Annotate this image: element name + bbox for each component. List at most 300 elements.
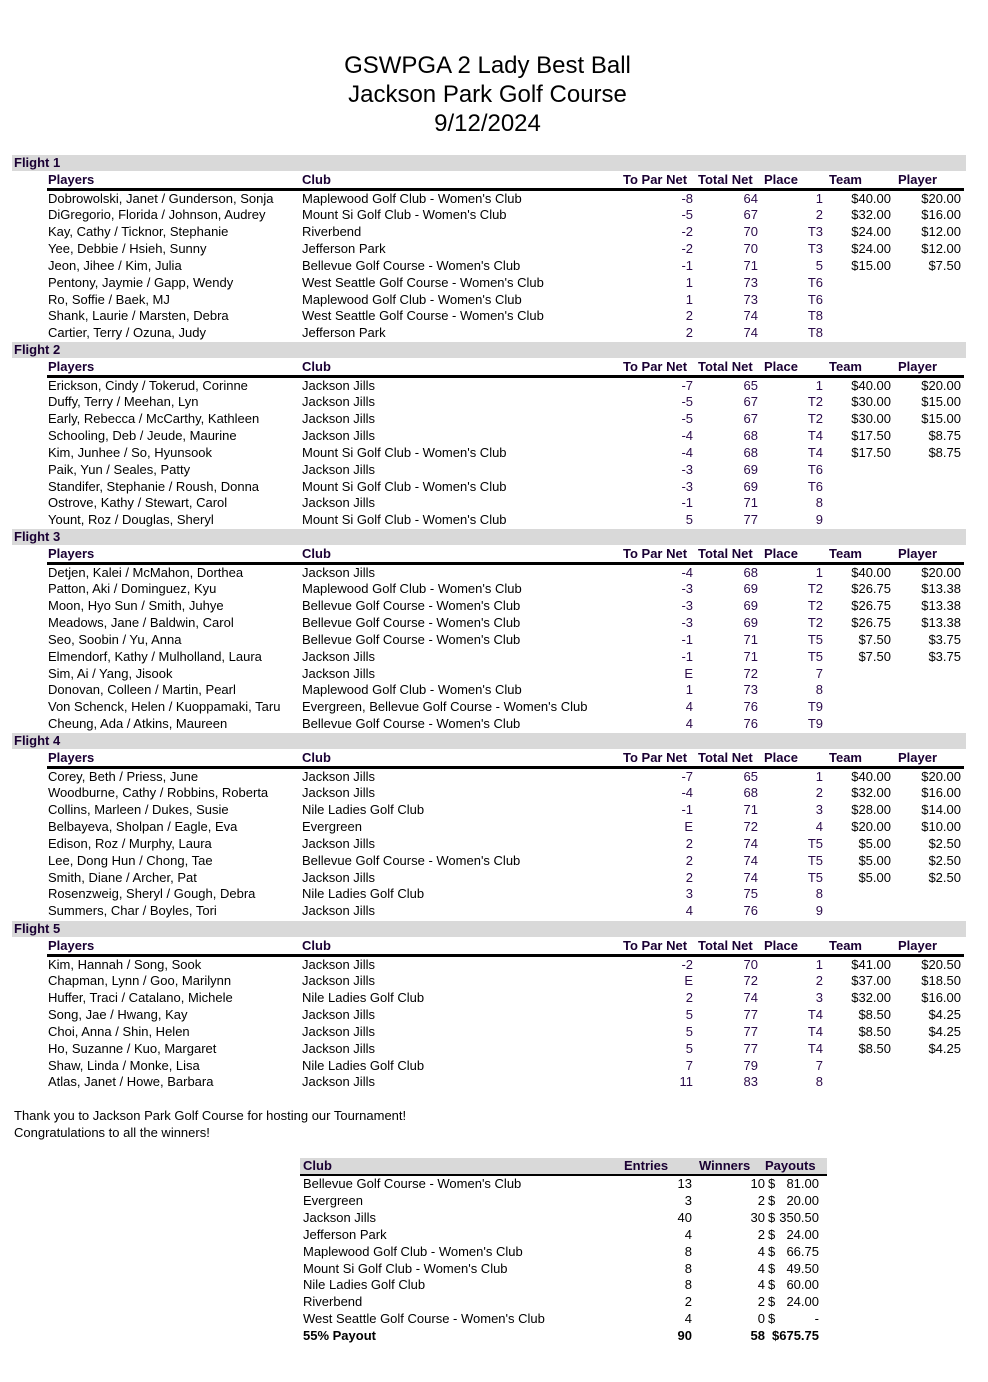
table-row <box>47 494 964 511</box>
club-header: Club <box>302 938 331 953</box>
team-payout-cell: $26.75 <box>851 598 891 614</box>
table-row <box>47 768 964 785</box>
table-row <box>47 427 964 444</box>
players-header: Players <box>48 938 95 953</box>
total-net-cell: 72 <box>743 819 758 835</box>
team-payout-cell: $30.00 <box>851 411 891 427</box>
place-cell: T4 <box>807 1023 823 1039</box>
player-payout-cell: $4.25 <box>928 1040 961 1056</box>
place-cell: 8 <box>815 886 823 902</box>
place-cell: 1 <box>815 377 823 393</box>
team-payout-cell: $37.00 <box>851 973 891 989</box>
players-cell: Von Schenck, Helen / Kuoppamaki, Taru <box>48 699 281 715</box>
to-par-cell: -5 <box>681 207 693 223</box>
players-cell: Yee, Debbie / Hsieh, Sunny <box>48 241 207 257</box>
summary-winners-cell: 2 <box>757 1294 765 1310</box>
place-cell: T5 <box>807 631 823 647</box>
flight-header: Flight 3 <box>12 529 966 545</box>
club-cell: Maplewood Golf Club - Women's Club <box>302 190 522 206</box>
players-header: Players <box>48 172 95 187</box>
flight-header: Flight 2 <box>12 342 966 358</box>
total-net-cell: 77 <box>743 1007 758 1023</box>
table-row <box>47 597 964 614</box>
players-cell: Kim, Hannah / Song, Sook <box>48 956 202 972</box>
summary-amount-cell: 60.00 <box>786 1277 819 1293</box>
total-net-header: Total Net <box>698 938 753 953</box>
table-row <box>47 885 964 902</box>
team-payout-cell: $17.50 <box>851 428 891 444</box>
summary-entries-cell: 8 <box>684 1277 692 1293</box>
players-cell: Cartier, Terry / Ozuna, Judy <box>48 325 206 341</box>
table-row <box>47 307 964 324</box>
players-cell: Yount, Roz / Douglas, Sheryl <box>48 512 214 528</box>
summary-header <box>300 1158 827 1176</box>
to-par-cell: -4 <box>681 564 693 580</box>
to-par-cell: -5 <box>681 394 693 410</box>
place-header: Place <box>764 750 798 765</box>
total-net-cell: 65 <box>743 377 758 393</box>
place-header: Place <box>764 359 798 374</box>
club-cell: Jackson Jills <box>302 428 375 444</box>
table-row <box>47 190 964 207</box>
table-row <box>47 665 964 682</box>
to-par-cell: -2 <box>681 956 693 972</box>
summary-amount-cell: 66.75 <box>786 1243 819 1259</box>
summary-currency-cell: $ <box>768 1192 776 1208</box>
total-net-cell: 77 <box>743 1040 758 1056</box>
players-cell: Kay, Cathy / Ticknor, Stephanie <box>48 224 229 240</box>
place-cell: T2 <box>807 411 823 427</box>
club-cell: Jackson Jills <box>302 564 375 580</box>
players-cell: Detjen, Kalei / McMahon, Dorthea <box>48 564 244 580</box>
place-cell: 3 <box>815 802 823 818</box>
player-payout-cell: $18.50 <box>921 973 961 989</box>
place-cell: T3 <box>807 224 823 240</box>
place-cell: 5 <box>815 257 823 273</box>
team-header: Team <box>829 546 862 561</box>
player-payout-cell: $4.25 <box>928 1007 961 1023</box>
team-payout-cell: $7.50 <box>858 648 891 664</box>
player-payout-cell: $20.00 <box>921 768 961 784</box>
table-row <box>47 511 964 528</box>
team-payout-cell: $24.00 <box>851 241 891 257</box>
club-cell: Jefferson Park <box>302 325 386 341</box>
summary-row <box>300 1192 827 1209</box>
summary-row <box>300 1209 827 1226</box>
table-row <box>47 698 964 715</box>
place-cell: T9 <box>807 699 823 715</box>
place-cell: T5 <box>807 648 823 664</box>
players-cell: Meadows, Jane / Baldwin, Carol <box>48 615 234 631</box>
players-cell: Donovan, Colleen / Martin, Pearl <box>48 682 236 698</box>
players-cell: Belbayeva, Sholpan / Eagle, Eva <box>48 819 238 835</box>
players-cell: Moon, Hyo Sun / Smith, Juhye <box>48 598 224 614</box>
team-payout-cell: $30.00 <box>851 394 891 410</box>
total-net-cell: 70 <box>743 224 758 240</box>
players-cell: Schooling, Deb / Jeude, Maurine <box>48 428 237 444</box>
table-row <box>47 989 964 1006</box>
club-cell: Nile Ladies Golf Club <box>302 886 425 902</box>
team-payout-cell: $8.50 <box>858 1040 891 1056</box>
team-payout-cell: $5.00 <box>858 835 891 851</box>
team-payout-cell: $40.00 <box>851 377 891 393</box>
summary-entries-cell: 4 <box>684 1311 692 1327</box>
total-net-header: Total Net <box>698 750 753 765</box>
place-cell: T4 <box>807 1040 823 1056</box>
place-cell: 9 <box>815 512 823 528</box>
players-cell: Shank, Laurie / Marsten, Debra <box>48 308 229 324</box>
player-payout-cell: $2.50 <box>928 835 961 851</box>
column-header-row <box>47 171 964 191</box>
to-par-cell: E <box>684 665 693 681</box>
team-payout-cell: $5.00 <box>858 852 891 868</box>
players-cell: Elmendorf, Kathy / Mulholland, Laura <box>48 648 262 664</box>
total-net-cell: 74 <box>743 869 758 885</box>
players-cell: Sim, Ai / Yang, Jisook <box>48 665 173 681</box>
player-payout-cell: $2.50 <box>928 852 961 868</box>
to-par-cell: -2 <box>681 241 693 257</box>
club-cell: Mount Si Golf Club - Women's Club <box>302 444 507 460</box>
player-payout-cell: $16.00 <box>921 207 961 223</box>
total-net-cell: 79 <box>743 1057 758 1073</box>
table-row <box>47 681 964 698</box>
summary-winners-cell: 0 <box>757 1311 765 1327</box>
players-cell: Patton, Aki / Dominguez, Kyu <box>48 581 217 597</box>
players-cell: Smith, Diane / Archer, Pat <box>48 869 197 885</box>
to-par-cell: 4 <box>685 699 693 715</box>
to-par-header: To Par Net <box>623 172 688 187</box>
congrats-note: Congratulations to all the winners! <box>14 1125 210 1140</box>
club-cell: Jackson Jills <box>302 495 375 511</box>
table-row <box>47 972 964 989</box>
total-net-cell: 77 <box>743 1023 758 1039</box>
player-payout-cell: $3.75 <box>928 631 961 647</box>
summary-entries-cell: 4 <box>684 1226 692 1242</box>
total-net-cell: 71 <box>743 648 758 664</box>
player-payout-cell: $20.00 <box>921 377 961 393</box>
to-par-cell: -4 <box>681 785 693 801</box>
players-cell: Kim, Junhee / So, Hyunsook <box>48 444 213 460</box>
summary-amount-cell: 24.00 <box>786 1226 819 1242</box>
summary-club-cell: Jackson Jills <box>303 1209 376 1225</box>
to-par-cell: -8 <box>681 190 693 206</box>
table-row <box>47 274 964 291</box>
table-row <box>47 784 964 801</box>
place-cell: 4 <box>815 819 823 835</box>
players-cell: Chapman, Lynn / Goo, Marilynn <box>48 973 232 989</box>
to-par-cell: 5 <box>685 1040 693 1056</box>
to-par-cell: -3 <box>681 478 693 494</box>
players-cell: Woodburne, Cathy / Robbins, Roberta <box>48 785 269 801</box>
to-par-cell: 2 <box>685 308 693 324</box>
place-cell: T2 <box>807 598 823 614</box>
team-payout-cell: $7.50 <box>858 631 891 647</box>
to-par-cell: -2 <box>681 224 693 240</box>
club-cell: Evergreen, Bellevue Golf Course - Women's Club <box>302 699 588 715</box>
table-row <box>47 1023 964 1040</box>
summary-currency-cell: $ <box>768 1226 776 1242</box>
total-net-cell: 75 <box>743 886 758 902</box>
players-cell: Summers, Char / Boyles, Tori <box>48 903 217 919</box>
club-cell: Maplewood Golf Club - Women's Club <box>302 581 522 597</box>
players-cell: Shaw, Linda / Monke, Lisa <box>48 1057 200 1073</box>
to-par-cell: E <box>684 973 693 989</box>
total-net-cell: 74 <box>743 835 758 851</box>
players-cell: Duffy, Terry / Meehan, Lyn <box>48 394 199 410</box>
team-payout-cell: $28.00 <box>851 802 891 818</box>
table-row <box>47 444 964 461</box>
player-payout-cell: $10.00 <box>921 819 961 835</box>
team-payout-cell: $5.00 <box>858 869 891 885</box>
summary-row <box>300 1243 827 1260</box>
summary-total-row <box>300 1327 827 1344</box>
to-par-cell: 2 <box>685 869 693 885</box>
summary-club-cell: Mount Si Golf Club - Women's Club <box>303 1260 508 1276</box>
summary-club-cell: Evergreen <box>303 1192 363 1208</box>
table-row <box>47 377 964 394</box>
table-row <box>47 852 964 869</box>
players-cell: Huffer, Traci / Catalano, Michele <box>48 990 233 1006</box>
table-row <box>47 648 964 665</box>
column-header-row <box>47 937 964 957</box>
team-payout-cell: $32.00 <box>851 207 891 223</box>
to-par-cell: 2 <box>685 835 693 851</box>
place-cell: T5 <box>807 852 823 868</box>
total-net-cell: 68 <box>743 785 758 801</box>
table-row <box>47 1057 964 1074</box>
club-cell: Jackson Jills <box>302 394 375 410</box>
summary-currency-cell: $ <box>768 1311 776 1327</box>
place-cell: T3 <box>807 241 823 257</box>
summary-row <box>300 1226 827 1243</box>
players-cell: DiGregorio, Florida / Johnson, Audrey <box>48 207 266 223</box>
summary-currency-cell: $ <box>768 1243 776 1259</box>
total-net-cell: 65 <box>743 768 758 784</box>
summary-club-cell: 55% Payout <box>303 1328 376 1344</box>
team-payout-cell: $24.00 <box>851 224 891 240</box>
place-cell: 1 <box>815 190 823 206</box>
summary-currency-cell: $ <box>768 1209 776 1225</box>
total-net-cell: 76 <box>743 903 758 919</box>
summary-entries-cell: 90 <box>677 1328 692 1344</box>
club-cell: Mount Si Golf Club - Women's Club <box>302 478 507 494</box>
club-cell: Jackson Jills <box>302 1040 375 1056</box>
to-par-cell: -4 <box>681 444 693 460</box>
to-par-cell: 2 <box>685 325 693 341</box>
total-net-cell: 71 <box>743 631 758 647</box>
club-cell: Evergreen <box>302 819 362 835</box>
players-header: Players <box>48 359 95 374</box>
to-par-cell: -1 <box>681 257 693 273</box>
to-par-cell: -7 <box>681 768 693 784</box>
summary-club-cell: Jefferson Park <box>303 1226 387 1242</box>
total-net-cell: 73 <box>743 274 758 290</box>
players-cell: Standifer, Stephanie / Roush, Donna <box>48 478 260 494</box>
place-header: Place <box>764 172 798 187</box>
summary-currency-cell: $ <box>768 1277 776 1293</box>
team-header: Team <box>829 750 862 765</box>
summary-row <box>300 1175 827 1192</box>
player-payout-cell: $2.50 <box>928 869 961 885</box>
club-cell: Maplewood Golf Club - Women's Club <box>302 682 522 698</box>
total-net-cell: 76 <box>743 716 758 732</box>
players-cell: Early, Rebecca / McCarthy, Kathleen <box>48 411 260 427</box>
place-cell: T6 <box>807 291 823 307</box>
total-net-cell: 68 <box>743 564 758 580</box>
place-cell: 2 <box>815 973 823 989</box>
player-payout-cell: $14.00 <box>921 802 961 818</box>
team-payout-cell: $40.00 <box>851 564 891 580</box>
flight-header: Flight 4 <box>12 733 966 749</box>
total-net-cell: 71 <box>743 802 758 818</box>
team-payout-cell: $8.50 <box>858 1023 891 1039</box>
to-par-cell: 1 <box>685 682 693 698</box>
total-net-cell: 69 <box>743 478 758 494</box>
club-cell: Bellevue Golf Course - Women's Club <box>302 852 521 868</box>
summary-entries-cell: 2 <box>684 1294 692 1310</box>
total-net-cell: 71 <box>743 495 758 511</box>
column-header-row <box>47 749 964 769</box>
club-cell: Jackson Jills <box>302 665 375 681</box>
team-payout-cell: $20.00 <box>851 819 891 835</box>
place-cell: 7 <box>815 665 823 681</box>
club-cell: Jackson Jills <box>302 648 375 664</box>
table-row <box>47 801 964 818</box>
summary-currency-cell: $ <box>768 1294 776 1310</box>
summary-entries-cell: 40 <box>677 1209 692 1225</box>
place-cell: 8 <box>815 1074 823 1090</box>
summary-currency-cell: $ <box>768 1260 776 1276</box>
total-net-cell: 83 <box>743 1074 758 1090</box>
summary-entries-cell: 13 <box>677 1176 692 1191</box>
player-payout-cell: $8.75 <box>928 444 961 460</box>
summary-amount-cell: - <box>814 1311 819 1327</box>
club-cell: Jackson Jills <box>302 903 375 919</box>
summary-row <box>300 1293 827 1310</box>
flight-header: Flight 1 <box>12 155 966 171</box>
table-row <box>47 461 964 478</box>
summary-entries-cell: 8 <box>684 1243 692 1259</box>
total-net-cell: 71 <box>743 257 758 273</box>
club-cell: Jackson Jills <box>302 461 375 477</box>
player-payout-cell: $16.00 <box>921 785 961 801</box>
table-row <box>47 614 964 631</box>
table-row <box>47 257 964 274</box>
summary-club-cell: Maplewood Golf Club - Women's Club <box>303 1243 523 1259</box>
players-cell: Paik, Yun / Seales, Patty <box>48 461 191 477</box>
summary-header-club: Club <box>303 1158 332 1173</box>
summary-entries-cell: 8 <box>684 1260 692 1276</box>
total-net-cell: 69 <box>743 461 758 477</box>
club-cell: Jackson Jills <box>302 768 375 784</box>
player-payout-cell: $3.75 <box>928 648 961 664</box>
total-net-cell: 67 <box>743 207 758 223</box>
player-payout-cell: $7.50 <box>928 257 961 273</box>
to-par-cell: 1 <box>685 274 693 290</box>
total-net-cell: 67 <box>743 411 758 427</box>
team-header: Team <box>829 359 862 374</box>
player-payout-cell: $20.50 <box>921 956 961 972</box>
table-row <box>47 206 964 223</box>
club-cell: Jackson Jills <box>302 785 375 801</box>
summary-amount-cell: 350.50 <box>779 1209 819 1225</box>
table-row <box>47 580 964 597</box>
place-cell: T6 <box>807 461 823 477</box>
summary-winners-cell: 4 <box>757 1277 765 1293</box>
total-net-cell: 73 <box>743 291 758 307</box>
player-payout-cell: $13.38 <box>921 615 961 631</box>
players-cell: Edison, Roz / Murphy, Laura <box>48 835 212 851</box>
place-cell: 2 <box>815 785 823 801</box>
total-net-cell: 76 <box>743 699 758 715</box>
team-payout-cell: $41.00 <box>851 956 891 972</box>
total-net-cell: 70 <box>743 241 758 257</box>
team-payout-cell: $26.75 <box>851 581 891 597</box>
to-par-cell: -3 <box>681 581 693 597</box>
to-par-cell: -4 <box>681 428 693 444</box>
players-cell: Dobrowolski, Janet / Gunderson, Sonja <box>48 190 274 206</box>
club-cell: Jefferson Park <box>302 241 386 257</box>
summary-row <box>300 1260 827 1277</box>
summary-winners-cell: 10 <box>750 1176 765 1191</box>
table-row <box>47 631 964 648</box>
summary-row <box>300 1276 827 1293</box>
club-header: Club <box>302 172 331 187</box>
to-par-cell: 7 <box>685 1057 693 1073</box>
place-cell: 1 <box>815 564 823 580</box>
players-cell: Seo, Soobin / Yu, Anna <box>48 631 182 647</box>
player-payout-cell: $20.00 <box>921 564 961 580</box>
total-net-cell: 68 <box>743 428 758 444</box>
players-cell: Cheung, Ada / Atkins, Maureen <box>48 716 228 732</box>
player-payout-cell: $4.25 <box>928 1023 961 1039</box>
club-cell: Jackson Jills <box>302 411 375 427</box>
to-par-header: To Par Net <box>623 938 688 953</box>
club-header: Club <box>302 359 331 374</box>
table-row <box>47 291 964 308</box>
to-par-cell: E <box>684 819 693 835</box>
players-cell: Ro, Soffie / Baek, MJ <box>48 291 170 307</box>
club-cell: West Seattle Golf Course - Women's Club <box>302 274 544 290</box>
table-row <box>47 1006 964 1023</box>
player-payout-cell: $15.00 <box>921 394 961 410</box>
place-cell: T2 <box>807 615 823 631</box>
summary-winners-cell: 4 <box>757 1260 765 1276</box>
place-cell: 2 <box>815 207 823 223</box>
player-header: Player <box>898 546 938 561</box>
player-header: Player <box>898 172 938 187</box>
team-payout-cell: $15.00 <box>851 257 891 273</box>
title-line-1: GSWPGA 2 Lady Best Ball <box>344 52 631 79</box>
to-par-cell: 4 <box>685 716 693 732</box>
to-par-header: To Par Net <box>623 359 688 374</box>
to-par-cell: -1 <box>681 631 693 647</box>
to-par-cell: 11 <box>679 1074 693 1090</box>
to-par-cell: -5 <box>681 411 693 427</box>
players-header: Players <box>48 750 95 765</box>
to-par-cell: 3 <box>685 886 693 902</box>
players-cell: Rosenzweig, Sheryl / Gough, Debra <box>48 886 256 902</box>
table-row <box>47 902 964 919</box>
place-cell: T2 <box>807 394 823 410</box>
to-par-cell: -7 <box>681 377 693 393</box>
table-row <box>47 1040 964 1057</box>
player-header: Player <box>898 938 938 953</box>
summary-amount-cell: 24.00 <box>786 1294 819 1310</box>
total-net-cell: 77 <box>743 512 758 528</box>
summary-currency-cell: $ <box>768 1176 776 1191</box>
summary-winners-cell: 30 <box>750 1209 765 1225</box>
